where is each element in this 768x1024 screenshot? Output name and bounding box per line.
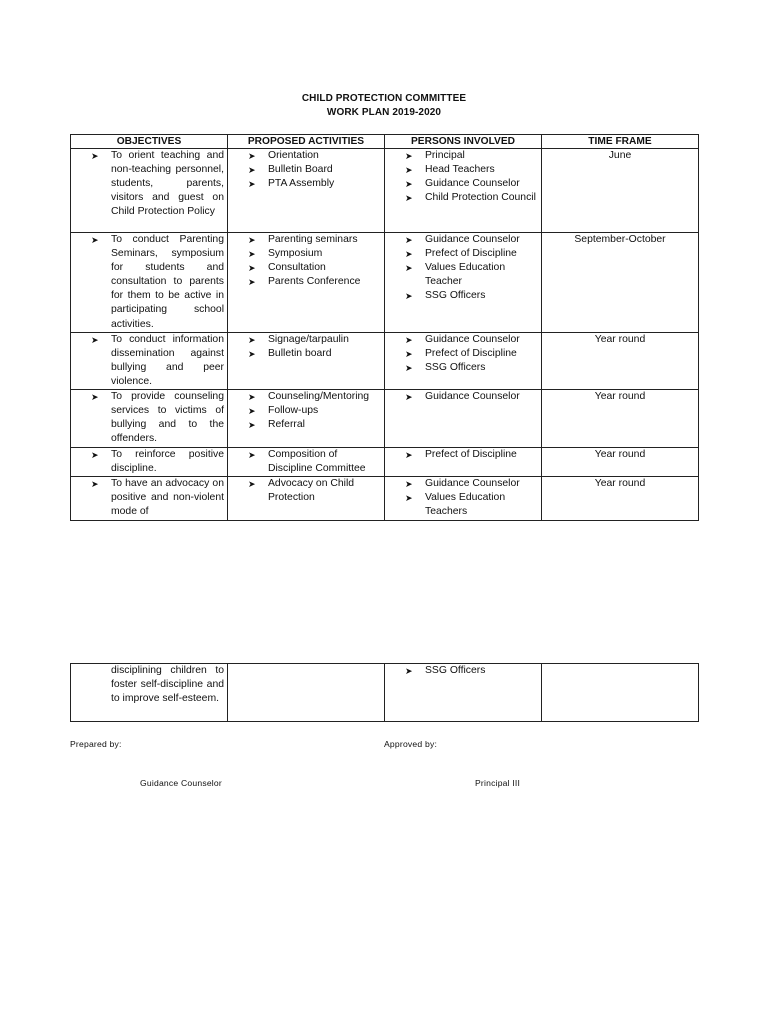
table-header-row <box>71 135 699 149</box>
list-item <box>231 149 381 163</box>
prepared-by-label: Prepared by: <box>70 739 122 749</box>
work-plan-table-continued <box>70 663 699 722</box>
list-item-text: Head Teachers <box>425 164 495 176</box>
arrowhead-bullet-icon: ➤ <box>405 151 413 161</box>
arrowhead-bullet-icon: ➤ <box>405 235 413 245</box>
list-item-text: SSG Officers <box>425 665 486 676</box>
arrowhead-bullet-icon: ➤ <box>405 334 413 345</box>
list-item <box>231 163 381 177</box>
arrowhead-bullet-icon: ➤ <box>248 392 256 403</box>
list-item <box>231 390 381 404</box>
document-subtitle: WORK PLAN 2019-2020 <box>326 107 442 118</box>
persons-cell <box>385 332 542 389</box>
list-item <box>231 333 381 347</box>
arrowhead-bullet-icon: ➤ <box>91 450 99 461</box>
activities-cell <box>228 390 385 448</box>
arrowhead-bullet-icon: ➤ <box>405 493 413 504</box>
arrowhead-bullet-icon: ➤ <box>248 165 256 176</box>
arrowhead-bullet-icon: ➤ <box>405 479 413 490</box>
list-item-text: Composition of Discipline Committee <box>268 449 366 475</box>
list-item-text: Guidance Counselor <box>425 391 520 403</box>
document-title: CHILD PROTECTION COMMITTEE <box>301 93 467 104</box>
objective-text: To reinforce positive discipline. <box>111 449 224 475</box>
arrowhead-bullet-icon: ➤ <box>248 277 256 288</box>
list-item-text: Child Protection Council <box>425 192 536 204</box>
table-row <box>71 477 699 520</box>
list-item-text: Follow-ups <box>268 405 319 417</box>
list-item <box>388 247 538 261</box>
arrowhead-bullet-icon: ➤ <box>405 249 413 260</box>
table-row <box>71 332 699 389</box>
list-item-text: SSG Officers <box>425 290 486 302</box>
list-item <box>231 404 381 418</box>
list-item <box>388 361 538 375</box>
arrowhead-bullet-icon: ➤ <box>405 450 413 461</box>
list-item-text: Values Education Teacher <box>425 262 506 288</box>
time-frame-cell: Year round <box>542 448 699 477</box>
objective-text: To conduct Parenting Seminars, symposium for students and consultation to parents for them to be active in participating school activities. <box>111 234 224 330</box>
objective-text: disciplining children to foster self-discipline and to improve self-esteem. <box>111 665 224 705</box>
list-item-text: Bulletin board <box>268 347 332 359</box>
list-item-text: Referral <box>268 419 305 431</box>
list-item <box>231 275 381 289</box>
list-item-text: Consultation <box>268 262 326 274</box>
list-item-text: Guidance Counselor <box>425 234 520 245</box>
arrowhead-bullet-icon: ➤ <box>91 479 99 490</box>
persons-cell <box>385 448 542 477</box>
arrowhead-bullet-icon: ➤ <box>248 235 256 245</box>
arrowhead-bullet-icon: ➤ <box>248 263 256 274</box>
list-item <box>388 149 538 163</box>
list-item <box>388 191 538 205</box>
objective-text: To conduct information dissemination against bullying and peer violence. <box>111 333 224 387</box>
time-frame-cell <box>542 664 699 722</box>
arrowhead-bullet-icon: ➤ <box>248 348 256 359</box>
approved-by-role: Principal III <box>475 778 521 788</box>
list-item <box>388 163 538 177</box>
list-item-text: Advocacy on Child Protection <box>268 478 355 504</box>
arrowhead-bullet-icon: ➤ <box>248 450 256 461</box>
arrowhead-bullet-icon: ➤ <box>405 263 413 274</box>
table-row <box>71 149 699 233</box>
time-frame-cell: Year round <box>542 332 699 389</box>
list-item-text: Prefect of Discipline <box>425 449 517 461</box>
list-item-text: Guidance Counselor <box>425 333 520 345</box>
table-row <box>71 448 699 477</box>
list-item <box>231 448 381 476</box>
list-item-text: Prefect of Discipline <box>425 347 517 359</box>
objective-cell <box>71 233 228 333</box>
list-item <box>388 390 538 404</box>
list-item-text: Orientation <box>268 150 319 161</box>
list-item <box>74 477 224 519</box>
approved-by-label: Approved by: <box>384 739 438 749</box>
column-header-activities: PROPOSED ACTIVITIES <box>228 135 385 149</box>
list-item <box>231 418 381 432</box>
arrowhead-bullet-icon: ➤ <box>248 249 256 260</box>
time-frame-cell: June <box>542 149 699 233</box>
objective-cell <box>71 448 228 477</box>
arrowhead-bullet-icon: ➤ <box>91 334 99 345</box>
time-frame-cell: September-October <box>542 233 699 333</box>
arrowhead-bullet-icon: ➤ <box>248 406 256 417</box>
activities-cell <box>228 233 385 333</box>
list-item-text: Parents Conference <box>268 276 361 288</box>
objective-cell <box>71 477 228 520</box>
list-item-text: Prefect of Discipline <box>425 248 517 260</box>
time-frame-cell: Year round <box>542 477 699 520</box>
list-item-text: Values Education Teachers <box>425 492 506 518</box>
list-item <box>231 233 381 247</box>
list-item-text: SSG Officers <box>425 361 486 373</box>
list-item-text: Signage/tarpaulin <box>268 333 349 345</box>
activities-cell <box>228 149 385 233</box>
arrowhead-bullet-icon: ➤ <box>248 179 256 190</box>
list-item-text: Guidance Counselor <box>425 178 520 190</box>
table-row <box>71 390 699 448</box>
work-plan-table <box>70 134 699 521</box>
activities-cell <box>228 448 385 477</box>
arrowhead-bullet-icon: ➤ <box>405 348 413 359</box>
list-item-text: Symposium <box>268 248 323 260</box>
list-item <box>231 177 381 191</box>
arrowhead-bullet-icon: ➤ <box>91 235 99 245</box>
arrowhead-bullet-icon: ➤ <box>405 291 413 302</box>
activities-cell <box>228 664 385 722</box>
table-row <box>71 664 699 722</box>
list-item <box>231 347 381 361</box>
list-item <box>388 177 538 191</box>
persons-cell <box>385 664 542 722</box>
list-item <box>74 149 224 219</box>
column-header-time-frame: TIME FRAME <box>542 135 699 149</box>
list-item-text: Counseling/Mentoring <box>268 391 370 403</box>
arrowhead-bullet-icon: ➤ <box>248 334 256 345</box>
time-frame-cell: Year round <box>542 390 699 448</box>
list-item <box>388 664 538 678</box>
objective-text: To have an advocacy on positive and non-violent mode of <box>111 478 224 518</box>
list-item <box>231 261 381 275</box>
list-item <box>388 333 538 347</box>
arrowhead-bullet-icon: ➤ <box>248 151 256 161</box>
list-item <box>74 390 224 446</box>
arrowhead-bullet-icon: ➤ <box>405 362 413 373</box>
arrowhead-bullet-icon: ➤ <box>405 392 413 403</box>
list-item <box>231 247 381 261</box>
list-item <box>74 448 224 476</box>
objective-text: To provide counseling services to victims of bullying and to the offenders. <box>111 391 224 445</box>
activities-cell <box>228 477 385 520</box>
list-item <box>74 233 224 332</box>
objective-cell <box>71 664 228 722</box>
list-item <box>388 289 538 303</box>
prepared-by-role: Guidance Counselor <box>140 778 222 788</box>
activities-cell <box>228 332 385 389</box>
list-item <box>388 477 538 491</box>
list-item <box>231 477 381 505</box>
objective-cell <box>71 149 228 233</box>
list-item <box>388 347 538 361</box>
persons-cell <box>385 149 542 233</box>
list-item-text: PTA Assembly <box>268 178 335 190</box>
arrowhead-bullet-icon: ➤ <box>248 420 256 431</box>
persons-cell <box>385 477 542 520</box>
list-item-text: Parenting seminars <box>268 234 358 245</box>
arrowhead-bullet-icon: ➤ <box>91 151 99 161</box>
objective-cell <box>71 332 228 389</box>
arrowhead-bullet-icon: ➤ <box>248 479 256 490</box>
persons-cell <box>385 233 542 333</box>
objective-cell <box>71 390 228 448</box>
list-item-text: Bulletin Board <box>268 164 333 176</box>
list-item-text: Guidance Counselor <box>425 478 520 490</box>
arrowhead-bullet-icon: ➤ <box>91 392 99 403</box>
arrowhead-bullet-icon: ➤ <box>405 179 413 190</box>
list-item <box>74 333 224 389</box>
list-item <box>388 448 538 462</box>
table-row <box>71 233 699 333</box>
column-header-objectives: OBJECTIVES <box>71 135 228 149</box>
list-item <box>388 233 538 247</box>
arrowhead-bullet-icon: ➤ <box>405 165 413 176</box>
persons-cell <box>385 390 542 448</box>
list-item <box>388 491 538 519</box>
arrowhead-bullet-icon: ➤ <box>405 666 413 676</box>
list-item-text: Principal <box>425 150 465 161</box>
list-item <box>388 261 538 289</box>
objective-text: To orient teaching and non-teaching personnel, students, parents, visitors and guest on Child Protection Policy <box>111 150 224 218</box>
column-header-persons: PERSONS INVOLVED <box>385 135 542 149</box>
arrowhead-bullet-icon: ➤ <box>405 193 413 204</box>
